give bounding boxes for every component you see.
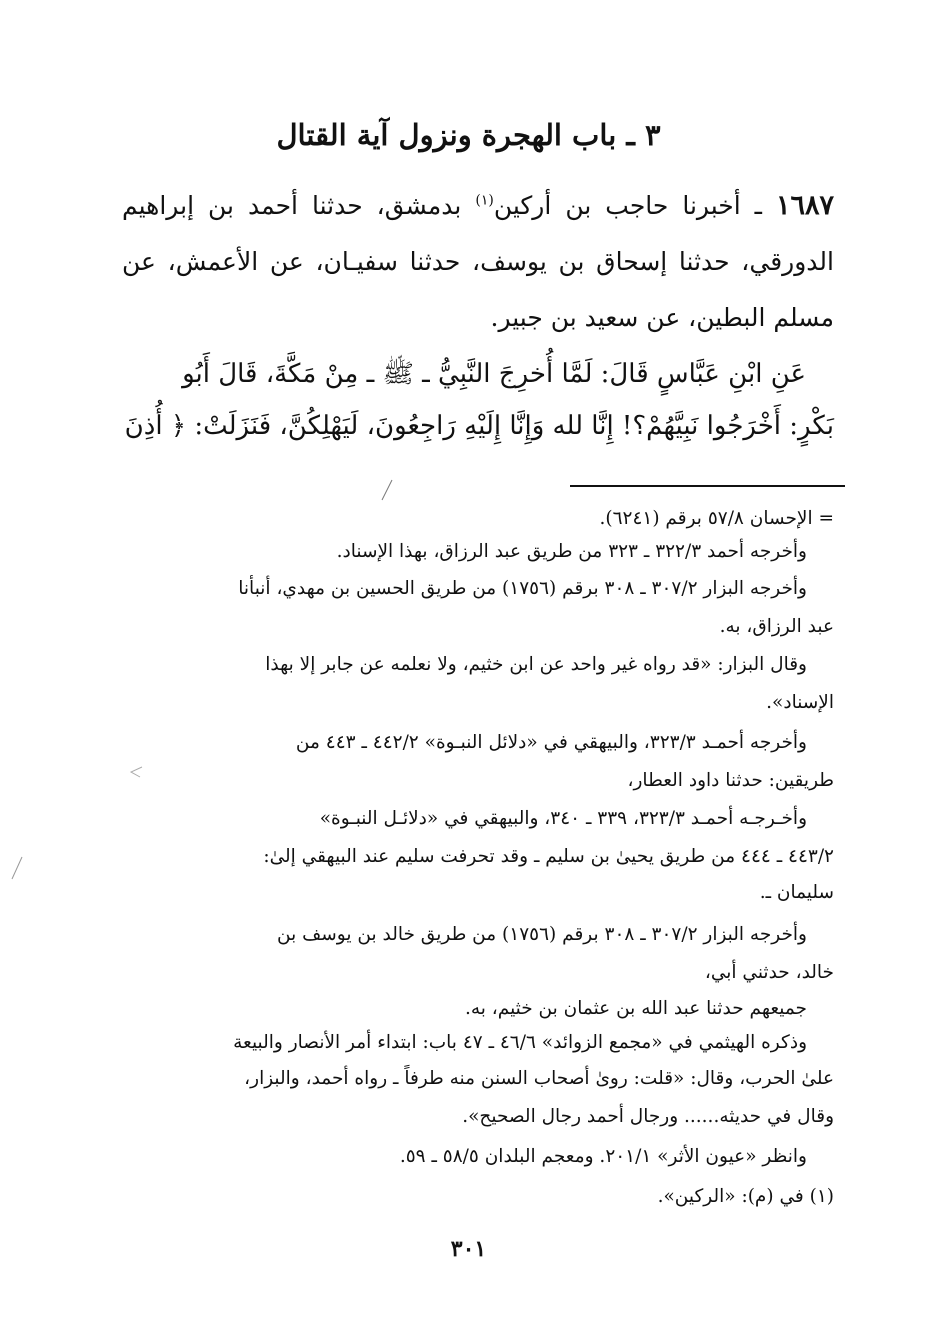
footnote-line: خالد، حدثني أبي، <box>704 962 834 983</box>
footnote-line: وأخرجه أحمـد ٣٢٣/٣، والبيهقي في «دلائل النبـوة» ٤٤٢/٢ ـ ٤٤٣ من <box>295 732 807 753</box>
footnote-line: وأخرجه البزار ٣٠٧/٢ ـ ٣٠٨ برقم (١٧٥٦) من طريق خالد بن يوسف بن <box>277 924 807 945</box>
footnote-divider <box>570 485 845 487</box>
isnad-line-3: الأعمش، عن مسلم البطين، عن سعيد بن جبير. <box>122 247 834 332</box>
footnote-line: طريقين: حدثنا داود العطار، <box>627 770 834 791</box>
footnote-line: جميعهم حدثنا عبد الله بن عثمان بن خثيم، به. <box>464 998 807 1019</box>
isnad-line-1-end: بدمشق، حدثنا أحمد بن <box>208 191 462 220</box>
matn-line-2: بَكْرٍ: أَخْرَجُوا نَبِيَّهُمْ؟! إِنَّا لله وَإِنَّا إِلَيْهِ رَاجِعُونَ، لَيَهْلِكُنَّ، فَنَزَلَتْ: ﴿ أُذِنَ <box>124 411 834 441</box>
scan-speck-mark <box>128 765 144 779</box>
footnote-line: وأخرجه أحمد ٣٢٢/٣ ـ ٣٢٣ من طريق عبد الرزاق، بهذا الإسناد. <box>336 541 807 562</box>
scan-speck-mark <box>380 478 394 502</box>
footnote-line: وقال البزار: «قد رواه غير واحد عن ابن خثيم، ولا نعلمه عن جابر إلا بهذا <box>265 654 807 675</box>
footnote-line: سليمان ـ. <box>759 882 834 903</box>
isnad-line-1: ـ أخبرنا حاجب بن أركين <box>493 191 762 220</box>
footnote-line: عبد الرزاق، به. <box>719 616 834 637</box>
footnote-line: وأخـرجـه أحمـد ٣٢٣/٣، ٣٣٩ ـ ٣٤٠، والبيهقي في «دلائـل النبـوة» <box>319 808 807 829</box>
footnote-line: علىٰ الحرب، وقال: «قلت: روىٰ أصحاب السنن منه طرفاً ـ رواه أحمد، والبزار، <box>244 1068 834 1089</box>
hadith-number: ١٦٨٧ <box>776 190 835 221</box>
footnote-line: وانظر «عيون الأثر» ٢٠١/١. ومعجم البلدان ٥٨/٥ ـ ٥٩. <box>399 1146 807 1167</box>
page-number: ٣٠١ <box>450 1236 487 1262</box>
hadith-matn <box>122 348 834 452</box>
footnote-line: ٤٤٣/٢ ـ ٤٤٤ من طريق يحيىٰ بن سليم ـ وقد تحرفت سليم عند البيهقي إلىٰ: <box>263 846 834 867</box>
matn-line-1: عَنِ ابْنِ عَبَّاسٍ قَالَ: لَمَّا أُخرِجَ النَّبِيُّ ـ ﷺ ـ مِنْ مَكَّةَ، قَالَ أَبُو <box>182 359 806 389</box>
footnote-reference[interactable]: (١) <box>475 192 494 209</box>
section-title: ٣ ـ باب الهجرة ونزول آية القتال <box>276 118 661 152</box>
footnote-line: الإسناد». <box>766 692 834 713</box>
footnote-line: = الإحسان ٥٧/٨ برقم (٦٢٤١). <box>599 508 834 529</box>
isnad-line-2: إبراهيم الدورقي، حدثنا إسحاق بن يوسف، حدثنا سفيـان، عن <box>122 191 834 276</box>
scan-speck-mark <box>10 855 24 881</box>
footnote-line: وأخرجه البزار ٣٠٧/٢ ـ ٣٠٨ برقم (١٧٥٦) من طريق الحسين بن مهدي، أنبأنا <box>238 578 807 599</box>
footnote-line: (١) في (م): «الركين». <box>657 1186 834 1207</box>
hadith-isnad <box>122 178 834 346</box>
footnote-line: وذكره الهيثمي في «مجمع الزوائد» ٤٦/٦ ـ ٤٧ باب: ابتداء أمر الأنصار والبيعة <box>233 1032 807 1053</box>
footnote-line: وقال في حديثه...... ورجال أحمد رجال الصحيح». <box>462 1106 834 1127</box>
